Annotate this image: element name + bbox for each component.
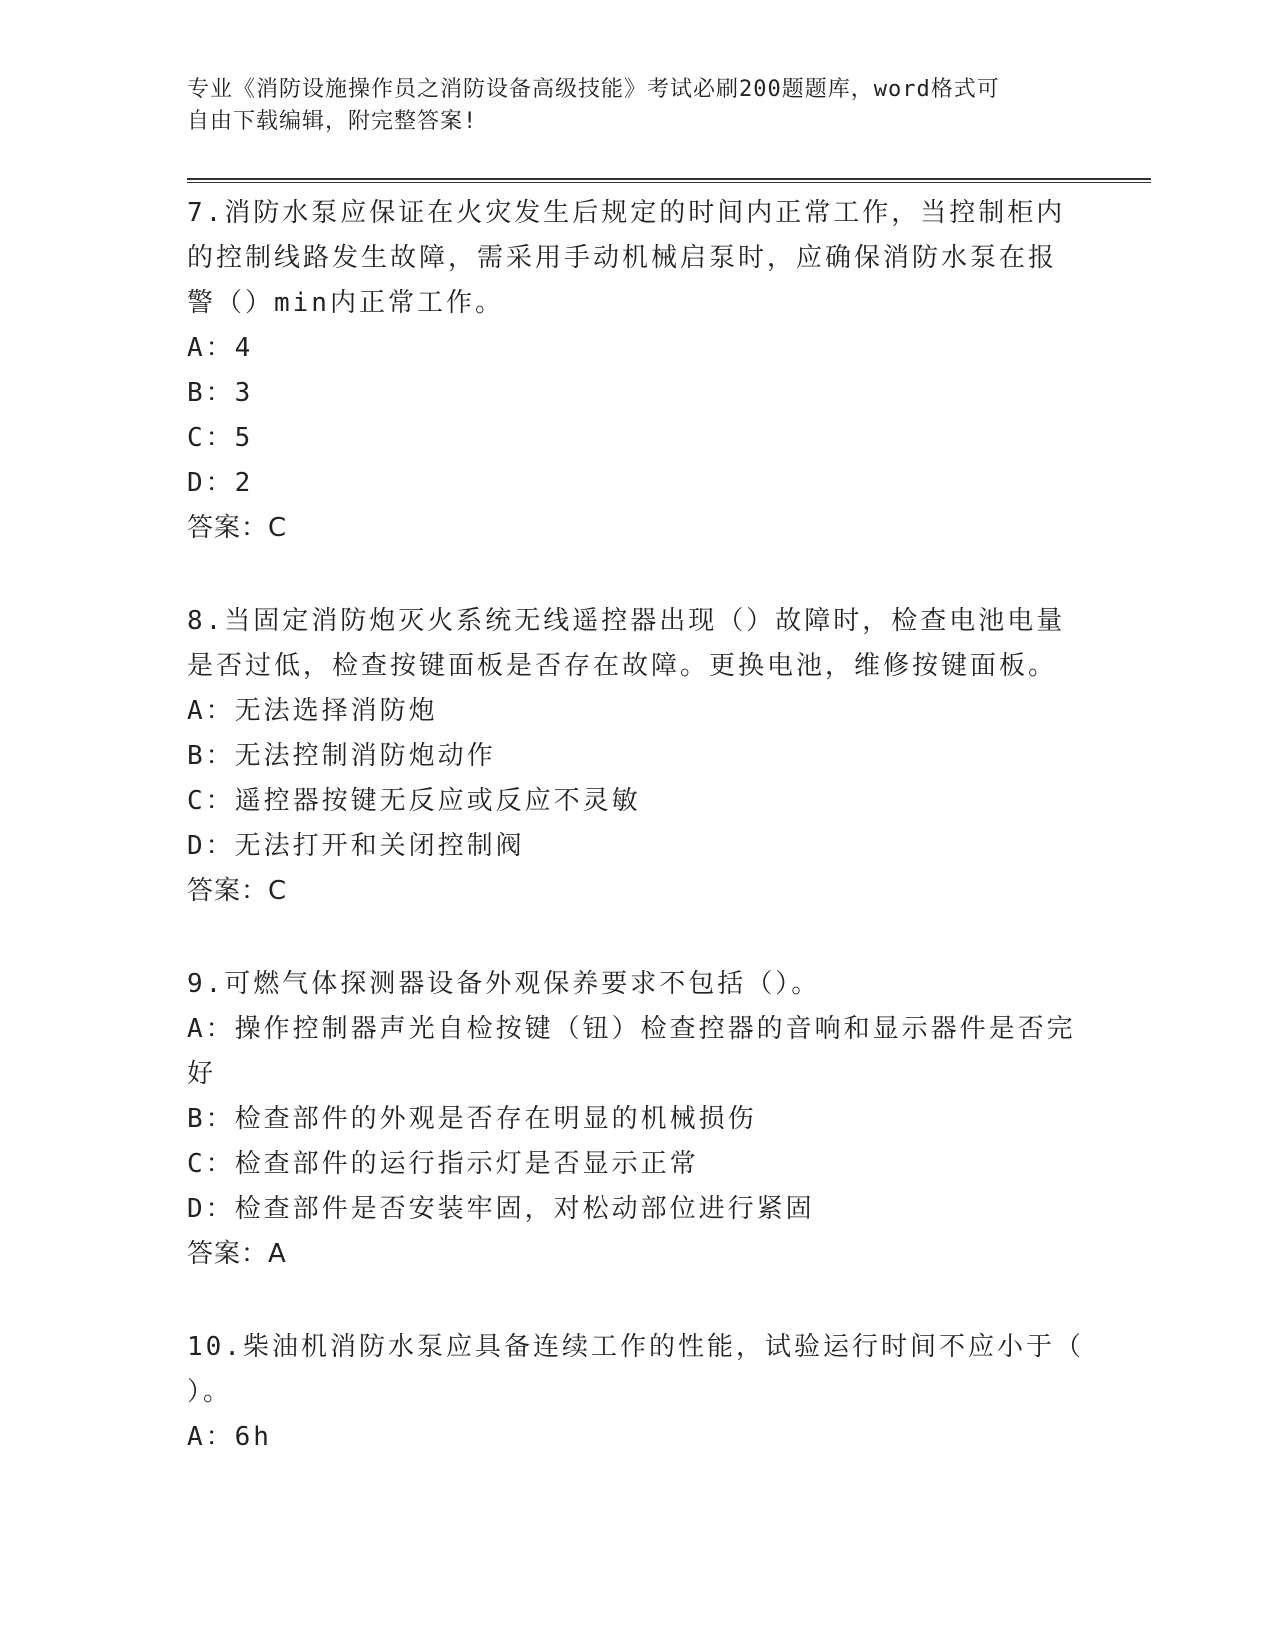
answer-option: D：检查部件是否安装牢固，对松动部位进行紧固	[187, 1194, 815, 1224]
answer-key: 答案：C	[187, 513, 288, 543]
answer-option: D：无法打开和关闭控制阀	[187, 831, 525, 861]
document-header	[187, 74, 1067, 138]
question-stem-line: 10.柴油机消防水泵应具备连续工作的性能，试验运行时间不应小于（	[187, 1332, 1084, 1362]
question-block	[187, 1325, 1087, 1460]
question-stem-line: 是否过低，检查按键面板是否存在故障。更换电池，维修按键面板。	[187, 651, 1058, 681]
answer-option: B：3	[187, 378, 254, 408]
answer-key: 答案：C	[187, 876, 288, 906]
question-stem-line: ）。	[187, 1377, 233, 1407]
question-block	[187, 962, 1087, 1277]
question-block	[187, 599, 1087, 914]
question-block	[187, 191, 1087, 551]
question-stem-line: 警（）min内正常工作。	[187, 288, 504, 318]
answer-option: C：5	[187, 423, 254, 453]
question-stem-line: 8.当固定消防炮灭火系统无线遥控器出现（）故障时，检查电池电量	[187, 606, 1066, 636]
answer-option: B：检查部件的外观是否存在明显的机械损伤	[187, 1104, 757, 1134]
header-line: 自由下载编辑，附完整答案!	[187, 109, 478, 134]
answer-option: A：操作控制器声光自检按键（钮）检查控器的音响和显示器件是否完	[187, 1014, 1076, 1044]
answer-option: 好	[187, 1059, 217, 1089]
answer-option: B：无法控制消防炮动作	[187, 741, 496, 771]
header-line: 专业《消防设施操作员之消防设备高级技能》考试必刷200题题库，word格式可	[187, 77, 1000, 102]
answer-option: A：4	[187, 333, 254, 363]
question-list	[187, 191, 1087, 1508]
question-stem-line: 的控制线路发生故障，需采用手动机械启泵时，应确保消防水泵在报	[187, 243, 1058, 273]
answer-option: D：2	[187, 468, 254, 498]
answer-key: 答案：A	[187, 1239, 287, 1269]
question-stem-line: 7.消防水泵应保证在火灾发生后规定的时间内正常工作，当控制柜内	[187, 198, 1066, 228]
header-divider	[187, 178, 1151, 183]
answer-option: C：检查部件的运行指示灯是否显示正常	[187, 1149, 699, 1179]
answer-option: A：6h	[187, 1422, 272, 1452]
answer-option: A：无法选择消防炮	[187, 696, 438, 726]
question-stem-line: 9.可燃气体探测器设备外观保养要求不包括（）。	[187, 969, 821, 999]
answer-option: C：遥控器按键无反应或反应不灵敏	[187, 786, 641, 816]
